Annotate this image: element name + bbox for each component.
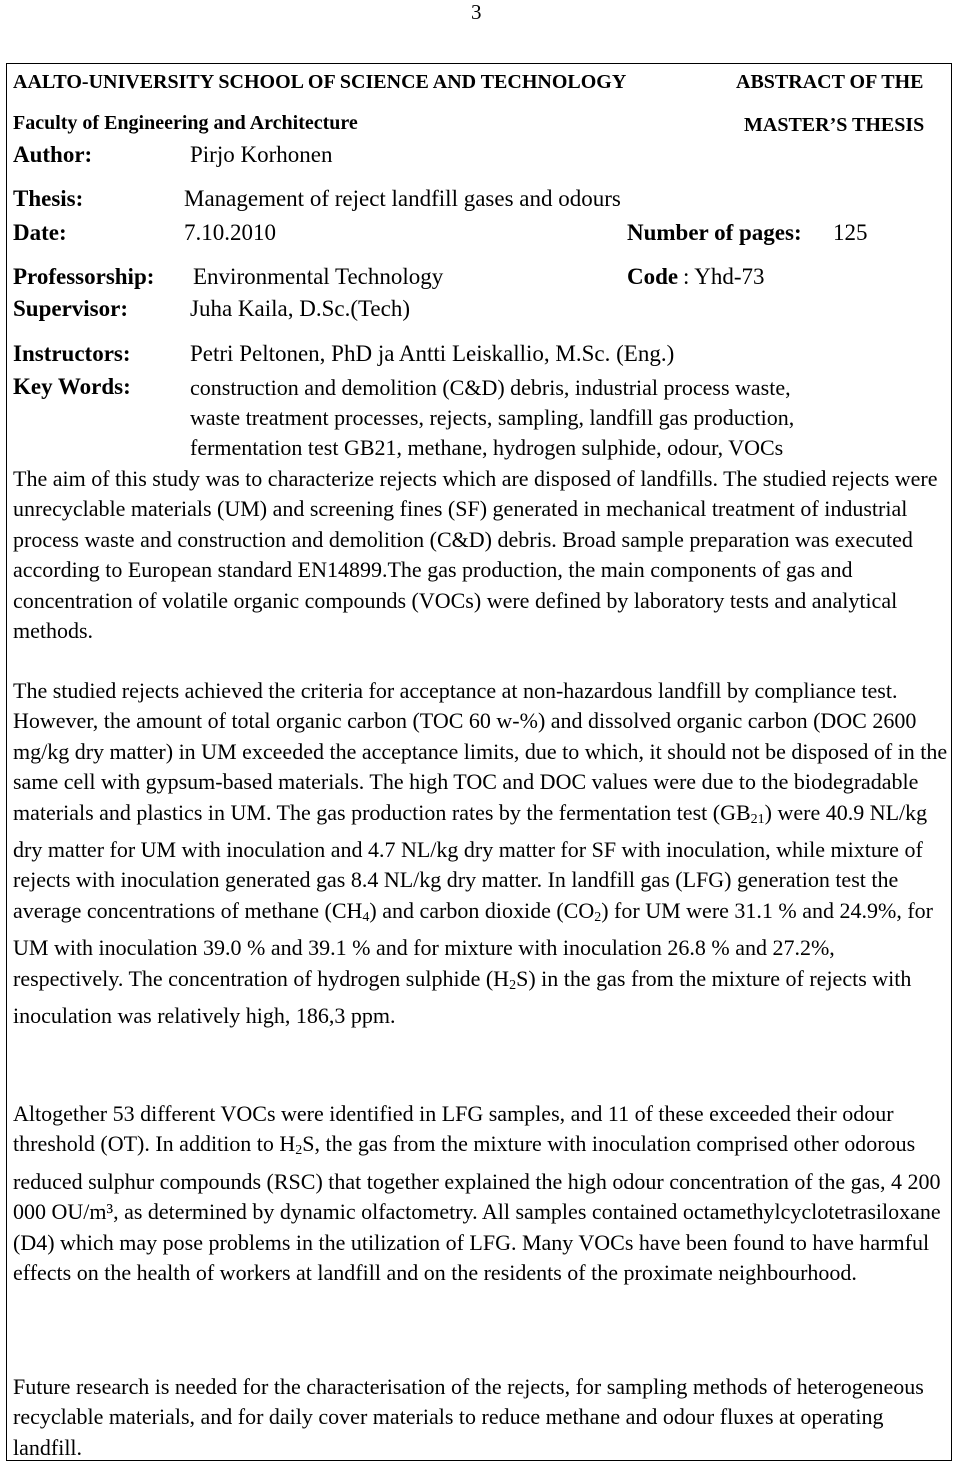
pages-label: Number of pages: (627, 220, 802, 245)
faculty-name: Faculty of Engineering and Architecture (13, 112, 358, 134)
pages-value: 125 (833, 220, 868, 245)
university-name: AALTO-UNIVERSITY SCHOOL OF SCIENCE AND TECHNOLOGY (13, 71, 627, 93)
instructors-value: Petri Peltonen, PhD ja Antti Leiskallio, M.Sc. (Eng.) (190, 341, 675, 366)
thesis-title: Management of reject landfill gases and odours (184, 186, 621, 211)
abstract-title-line2: MASTER’S THESIS (744, 114, 925, 136)
author-value: Pirjo Korhonen (190, 142, 333, 167)
date-value: 7.10.2010 (184, 220, 276, 245)
abstract-paragraph-3: Altogether 53 different VOCs were identified in LFG samples, and 11 of these exceeded their odour threshold (OT). In addition to $H_2S$, the gas from the mixture with inoculation comprised other odorous reduced sulphur compounds (RSC) that together explained the high odour concentration of the gas, 4 200 000 OU/m³, as determined by dynamic olfactometry. All samples contained octamethylcyclotetrasiloxane (D4) which may pose problems in the utilization of LFG. Many VOCs have been found to have harmful effects on the health of workers at landfill and on the residents of the proximate neighbourhood. (13, 1101, 941, 1286)
abstract-title-line1: ABSTRACT OF THE (736, 71, 924, 93)
date-label: Date: (13, 220, 67, 245)
code-value: : Yhd-73 (683, 264, 765, 289)
professorship-label: Professorship: (13, 264, 155, 289)
keywords-line: construction and demolition (C&D) debris, industrial process waste, (190, 375, 791, 400)
thesis-label: Thesis: (13, 186, 84, 211)
instructors-label: Instructors: (13, 341, 131, 366)
page-number: 3 (471, 0, 482, 24)
code-label: Code (627, 264, 679, 289)
keywords-line: fermentation test GB21, methane, hydrogen sulphide, odour, VOCs (190, 435, 784, 460)
supervisor-label: Supervisor: (13, 296, 128, 321)
abstract-paragraph-4: Future research is needed for the characterisation of the rejects, for sampling methods of heterogeneous recyclable materials, and for daily cover materials to reduce methane and odour fluxes at operating landfill. (13, 1374, 924, 1460)
professorship-value: Environmental Technology (193, 264, 444, 289)
abstract-paragraph-1: The aim of this study was to characterize rejects which are disposed of landfills. The studied rejects were unrecyclable materials (UM) and screening fines (SF) generated in mechanical treatment of industrial process waste and construction and demolition (C&D) debris. Broad sample preparation was executed according to European standard EN14899.The gas production, the main components of gas and concentration of volatile organic compounds (VOCs) were defined by laboratory tests and analytical methods. (13, 466, 938, 644)
abstract-paragraph-2: The studied rejects achieved the criteria for acceptance at non-hazardous landfill by compliance test. However, the amount of total organic carbon (TOC 60 w-%) and dissolved organic carbon (DOC 2600 mg/kg dry matter) in UM exceeded the acceptance limits, due to which, it should not be disposed of in the same cell with gypsum-based materials. The high TOC and DOC values were due to the biodegradable materials and plastics in UM. The gas production rates by the fermentation test $(GB_{21})$ were 40.9 NL/kg dry matter for UM with inoculation and 4.7 NL/kg dry matter for SF with inoculation, while mixture of rejects with inoculation generated gas 8.4 NL/kg dry matter. In landfill gas (LFG) generation test the average concentrations of methane $(CH_4)$ and carbon dioxide $(CO_2)$ for UM were 31.1 % and 24.9%, for UM with inoculation 39.0 % and 39.1 % and for mixture with inoculation 26.8 % and 27.2%, respectively. The concentration of hydrogen sulphide $(H_2S)$ in the gas from the mixture of rejects with inoculation was relatively high, 186,3 ppm. (13, 678, 948, 1029)
supervisor-value: Juha Kaila, D.Sc.(Tech) (190, 296, 411, 321)
author-label: Author: (13, 142, 93, 167)
keywords-label: Key Words: (13, 374, 131, 399)
keywords-line: waste treatment processes, rejects, sampling, landfill gas production, (190, 405, 795, 430)
